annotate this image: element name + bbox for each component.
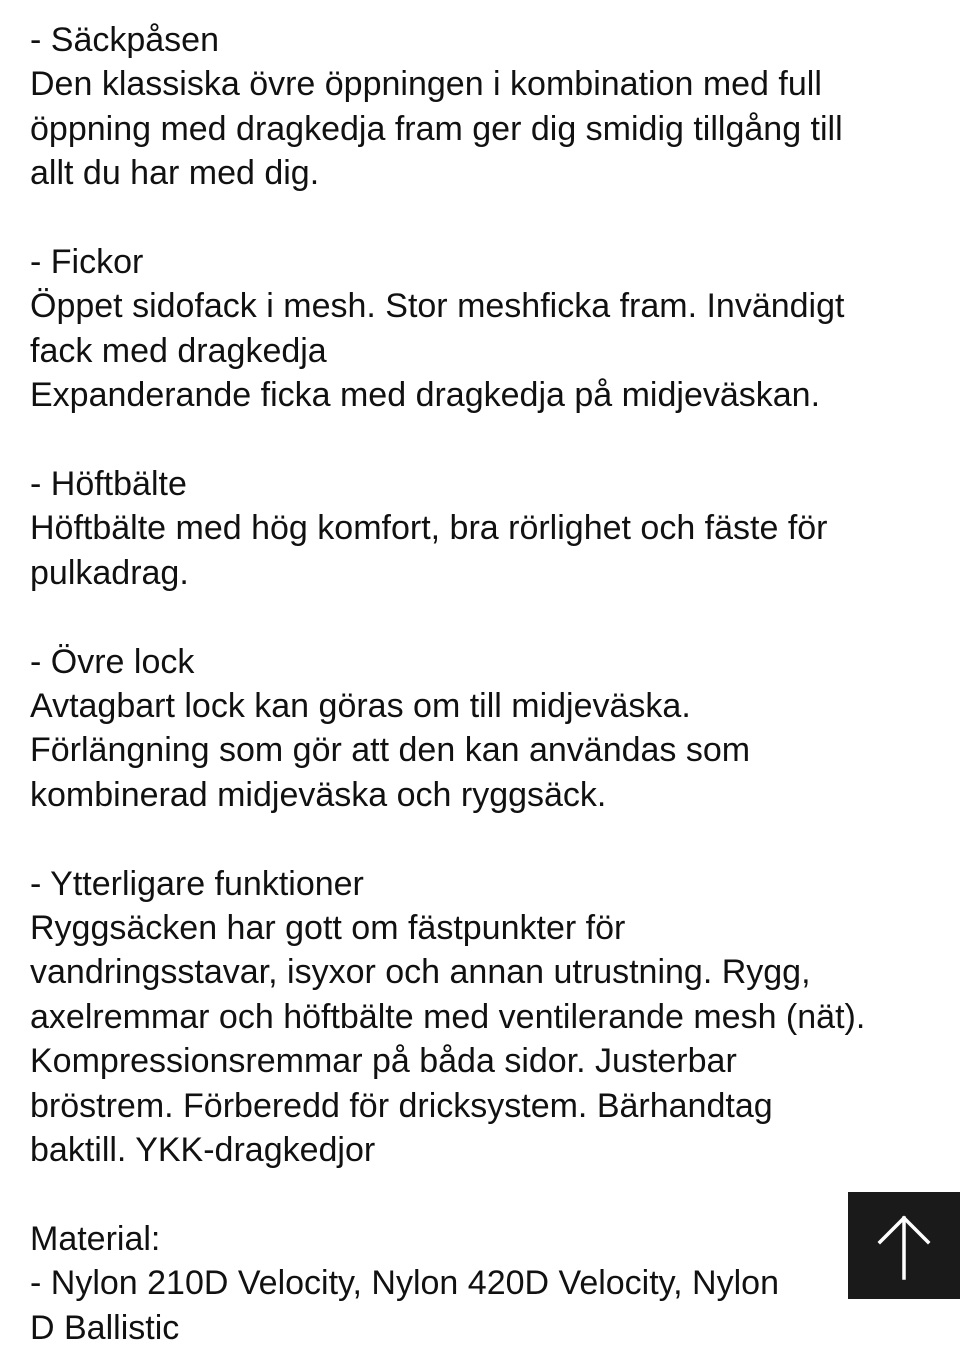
section-body: Höftbälte med hög komfort, bra rörlighet och fäste för pulkadrag. bbox=[30, 509, 828, 592]
section-hoftbalte bbox=[30, 462, 940, 595]
section-body: Ryggsäcken har gott om fästpunkter för vandringsstavar, isyxor och annan utrustning. Rygg, axelremmar och höftbälte med ventilerande mesh (nät). Kompressionsremmar på båda sidor. Justerbar bröstrem. Förberedd för dricksystem. Bärhandtag baktill. YKK-dragkedjor bbox=[30, 909, 866, 1170]
section-heading: - Ytterligare funktioner bbox=[30, 864, 364, 903]
section-heading: - Höftbälte bbox=[30, 465, 187, 504]
section-heading: - Fickor bbox=[30, 243, 144, 282]
section-heading: - Säckpåsen bbox=[30, 21, 219, 59]
section-material bbox=[30, 1217, 940, 1350]
section-ovre-lock bbox=[30, 640, 940, 818]
arrow-up-icon bbox=[874, 1210, 934, 1282]
section-heading: - Övre lock bbox=[30, 642, 195, 681]
back-to-top-button[interactable] bbox=[848, 1192, 960, 1299]
section-sackpasen bbox=[30, 18, 940, 196]
section-fickor bbox=[30, 240, 940, 418]
section-body: Den klassiska övre öppningen i kombination med full öppning med dragkedja fram ger dig smidig tillgång till allt du har med dig. bbox=[30, 65, 843, 193]
material-body: - Nylon 210D Velocity, Nylon 420D Velocity, Nylon D Ballistic bbox=[30, 1264, 779, 1347]
section-ytterligare-funktioner bbox=[30, 862, 940, 1173]
material-heading: Material: bbox=[30, 1219, 161, 1258]
section-body: Öppet sidofack i mesh. Stor meshficka fram. Invändigt fack med dragkedja Expanderande ficka med dragkedja på midjeväskan. bbox=[30, 287, 845, 415]
section-body: Avtagbart lock kan göras om till midjeväska. Förlängning som gör att den kan användas som kombinerad midjeväska och ryggsäck. bbox=[30, 687, 751, 814]
product-description bbox=[30, 18, 940, 1350]
